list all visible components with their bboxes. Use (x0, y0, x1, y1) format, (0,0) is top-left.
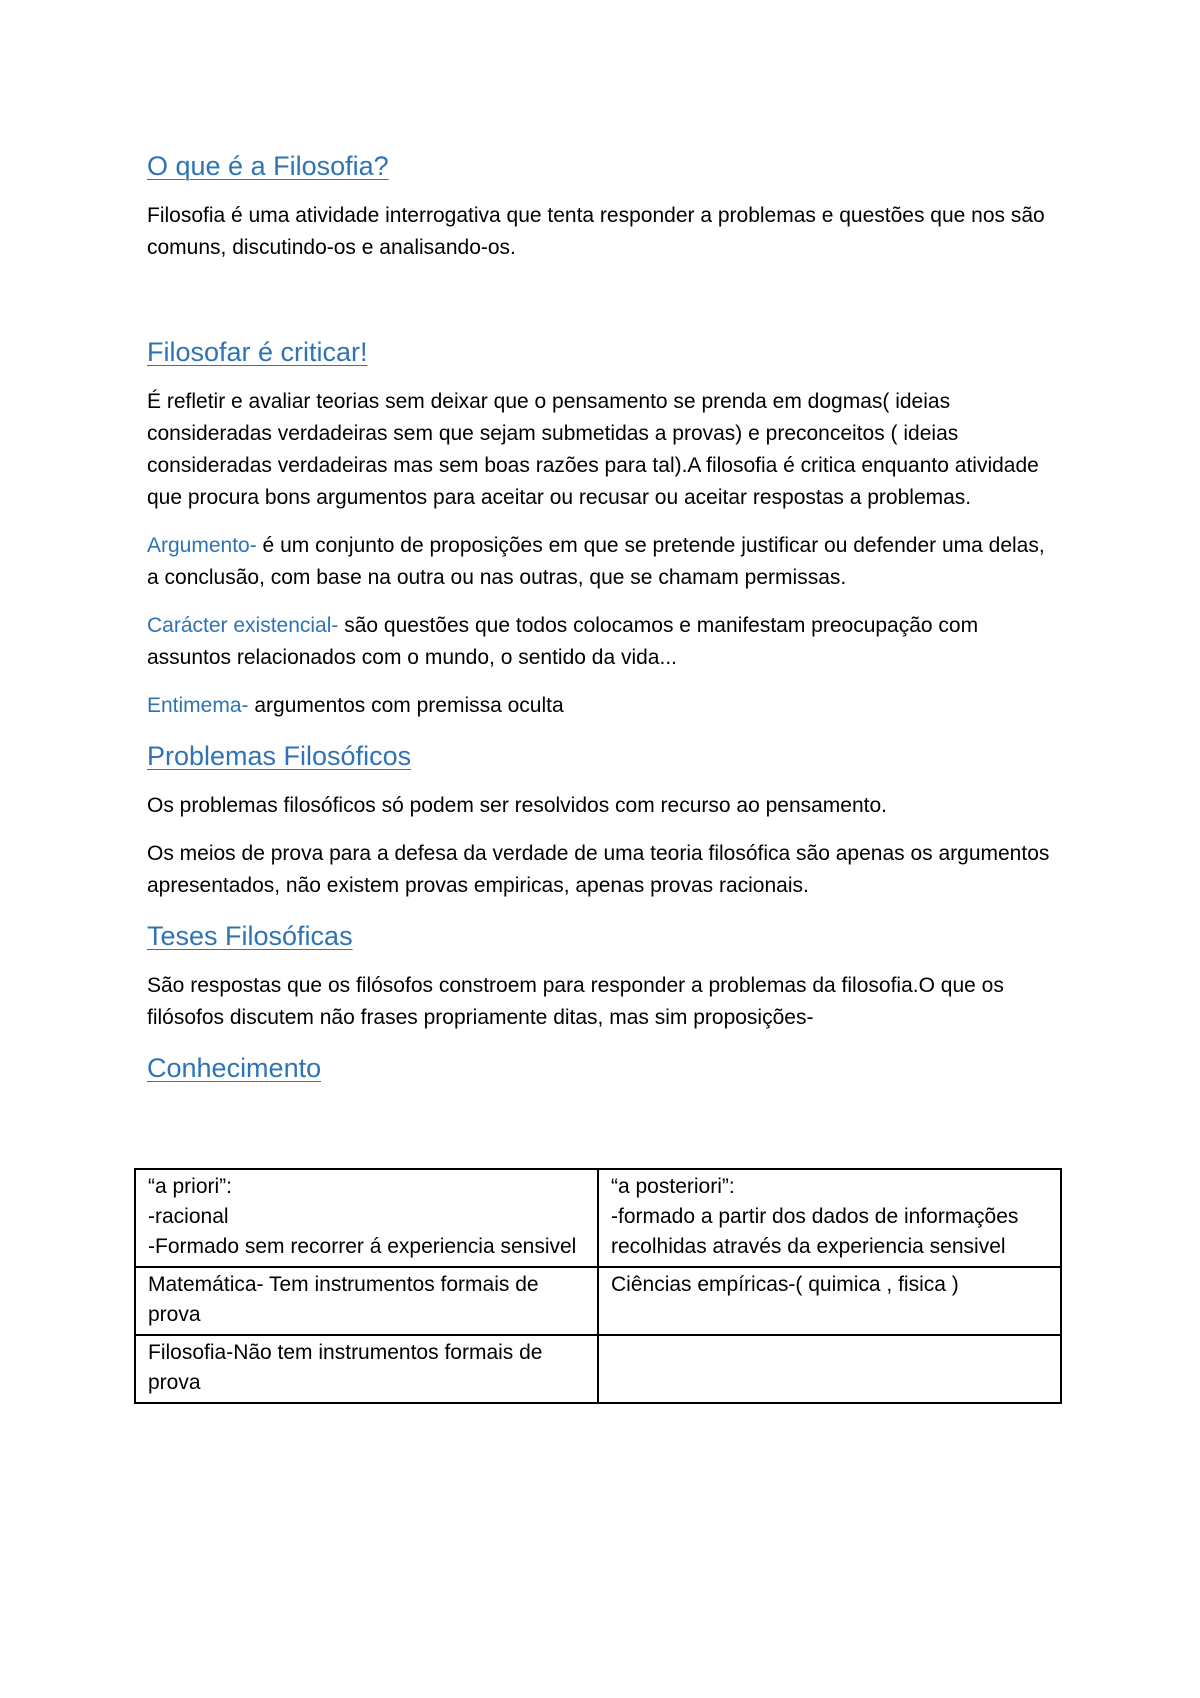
definition-entimema-text: argumentos com premissa oculta (248, 694, 564, 717)
cell-line: “a posteriori”: (611, 1175, 735, 1198)
term-caracter-existencial: Carácter existencial- (147, 614, 339, 637)
cell-line: “a priori”: (148, 1175, 233, 1198)
heading-problemas-filosoficos: Problemas Filosóficos (147, 741, 412, 771)
document-page (147, 148, 1062, 1102)
spacer (147, 280, 1062, 334)
table-cell-empty (598, 1335, 1061, 1403)
table-cell-matematica: Matemática- Tem instrumentos formais de prova (135, 1267, 598, 1335)
paragraph-refletir: É refletir e avaliar teorias sem deixar que o pensamento se prenda em dogmas( ideias consideradas verdadeiras sem que sejam submetidas a provas) e preconceitos ( ideias consideradas verdadeiras mas sem boas razões para tal).A filosofia é critica enquanto atividade que procura bons argumentos para aceitar ou recusar ou aceitar respostas a problemas. (147, 390, 1039, 509)
heading-o-que-e-a-filosofia: O que é a Filosofia? (147, 151, 389, 181)
table-cell-a-priori (135, 1169, 598, 1267)
paragraph-filosofia-definicao: Filosofia é uma atividade interrogativa que tenta responder a problemas e questões que nos são comuns, discutindo-os e analisando-os. (147, 204, 1045, 259)
term-entimema: Entimema- (147, 694, 249, 717)
heading-teses-filosoficas: Teses Filosóficas (147, 921, 353, 951)
definition-caracter-existencial-text: são questões que todos colocamos e manifestam preocupação com assuntos relacionados com o mundo, o sentido da vida... (147, 614, 979, 669)
heading-conhecimento: Conhecimento (147, 1053, 322, 1083)
cell-line: -formado a partir dos dados de informações recolhidas através da experiencia sensivel (611, 1205, 1019, 1258)
table-row (135, 1335, 1061, 1403)
definition-argumento-text: é um conjunto de proposições em que se pretende justificar ou defender uma delas, a conclusão, com base na outra ou nas outras, que se chamam permissas. (147, 534, 1045, 589)
table-row (135, 1169, 1061, 1267)
cell-line: -racional (148, 1205, 229, 1228)
conhecimento-table (134, 1168, 1062, 1404)
cell-line: -Formado sem recorrer á experiencia sensivel (148, 1235, 577, 1258)
table-cell-ciencias-empiricas: Ciências empíricas-( quimica , fisica ) (598, 1267, 1061, 1335)
paragraph-problemas-1: Os problemas filosóficos só podem ser resolvidos com recurso ao pensamento. (147, 794, 888, 817)
paragraph-problemas-2: Os meios de prova para a defesa da verdade de uma teoria filosófica são apenas os argumentos apresentados, não existem provas empiricas, apenas provas racionais. (147, 842, 1050, 897)
definition-entimema (147, 690, 1062, 722)
table-cell-filosofia: Filosofia-Não tem instrumentos formais de prova (135, 1335, 598, 1403)
definition-caracter-existencial (147, 610, 1062, 674)
table-row (135, 1267, 1061, 1335)
term-argumento: Argumento- (147, 534, 257, 557)
heading-filosofar-e-criticar: Filosofar é criticar! (147, 337, 368, 367)
paragraph-teses: São respostas que os filósofos constroem para responder a problemas da filosofia.O que os filósofos discutem não frases propriamente ditas, mas sim proposições- (147, 974, 1004, 1029)
definition-argumento (147, 530, 1062, 594)
table-cell-a-posteriori (598, 1169, 1061, 1267)
